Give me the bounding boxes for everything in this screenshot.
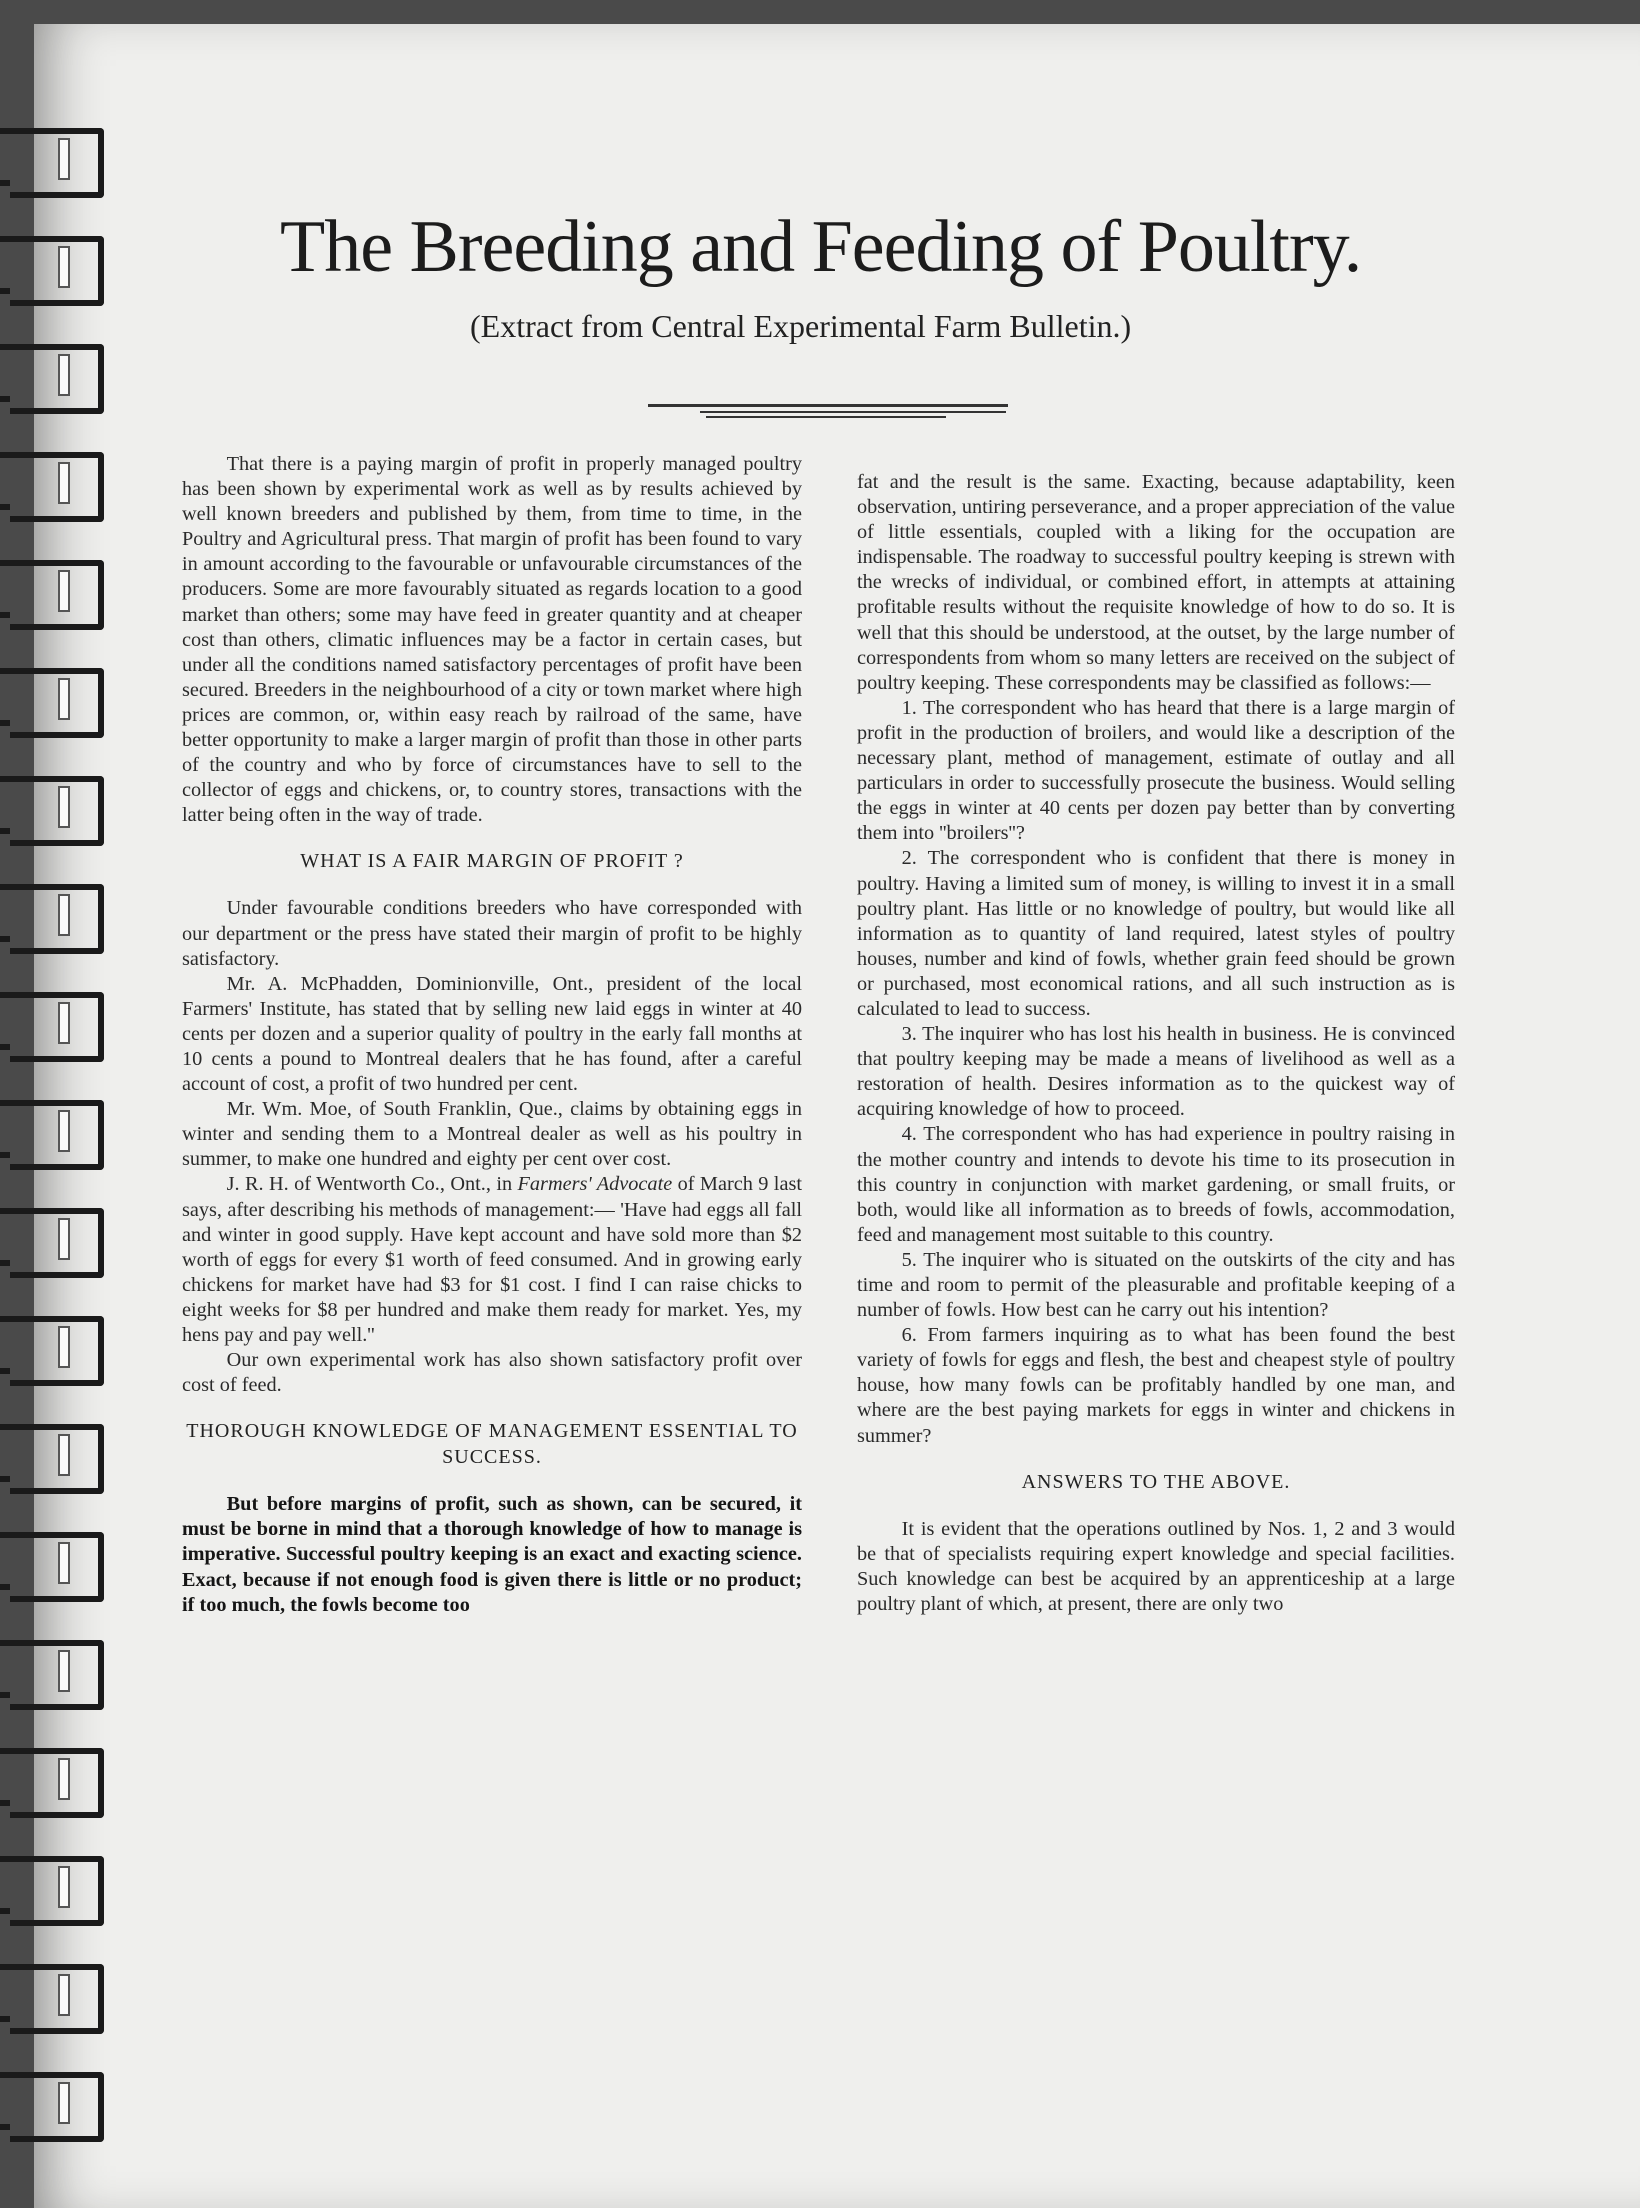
binding-ring [10,236,104,306]
section-heading: WHAT IS A FAIR MARGIN OF PROFIT ? [300,850,684,873]
binding-ring [10,1640,104,1710]
paragraph: Our own experimental work has also shown satisfactory profit over cost of feed. [182,1349,802,1397]
page-subtitle: (Extract from Central Experimental Farm Bulletin.) [470,308,1132,344]
list-item: 2. The correspondent who is confident that there is money in poultry. Having a limited sum of money, is willing to invest it in a small poultry plant. Has little or no knowledge of poultry, but would like all information as to quantity of land required, latest styles of poultry houses, number and kind of fowls, whether grain feed should be grown or purchased, most economical rations, and all such instruction as is calculated to lead to success. [857,847,1455,1020]
binding-ring [10,1856,104,1926]
binding-ring [10,560,104,630]
list-item: 6. From farmers inquiring as to what has been found the best variety of fowls for eggs and flesh, the best and cheapest style of poultry house, how many fowls can be profitably handled by one man, and where are the best paying markets for eggs in winter and chickens in summer? [857,1324,1455,1447]
paragraph: Mr. A. McPhadden, Dominionville, Ont., president of the local Farmers' Institute, has stated that by selling new laid eggs in winter at 40 cents per dozen and a superior quality of poultry in the early fall months at 10 cents a pound to Montreal dealers that he has found, after a careful account of cost, a profit of two hundred per cent. [182,972,802,1096]
paragraph: fat and the result is the same. Exacting, because adaptability, keen observation, untiring perseverance, and a proper appreciation of the value of little essentials, coupled with a liking for the occupation are indispensable. The roadway to successful poultry keeping is strewn with the wrecks of individual, or combined effort, in attempts at attaining profitable results without the requisite knowledge of how to do so. It is well that this should be understood, at the outset, by the large number of correspondents from whom so many letters are received on the subject of poultry keeping. These correspondents may be classified as follows:— [857,471,1455,694]
binding-ring [10,1316,104,1386]
binding-ring [10,992,104,1062]
binding-ring [10,776,104,846]
binding-ring [10,1424,104,1494]
paragraph: It is evident that the operations outlined by Nos. 1, 2 and 3 would be that of specialists requiring expert knowledge and special facilities. Such knowledge can best be acquired by an apprenticeship at a large poultry plant of which, at present, there are only two [857,1517,1455,1615]
list-item: 1. The correspondent who has heard that there is a large margin of profit in the production of broilers, and would like a description of the necessary plant, method of management, estimate of outlay and all particulars in order to successfully prosecute the business. Would selling the eggs in winter at 40 cents per dozen pay better than by converting them into ''broilers''? [857,696,1455,845]
paragraph-text: J. R. H. of Wentworth Co., Ont., in [226,1173,518,1196]
binding-ring [10,1208,104,1278]
binding-ring [10,128,104,198]
binding-ring [10,2072,104,2142]
binding-ring [10,1748,104,1818]
publication-name: Farmers' Advocate [517,1173,673,1196]
section-heading: ANSWERS TO THE ABOVE. [1021,1470,1291,1493]
binding-ring [10,452,104,522]
paragraph: Mr. Wm. Moe, of South Franklin, Que., claims by obtaining eggs in winter and sending them to a Montreal dealer as well as his poultry in summer, to make one hundred and eighty per cent over cost. [182,1098,802,1171]
paragraph: But before margins of profit, such as shown, can be secured, it must be borne in mind that a thorough knowledge of how to manage is imperative. Successful poultry keeping is an exact and exacting science. Exact, because if not enough food is given there is little or no product; if too much, the fowls become too [182,1493,802,1616]
section-heading: THOROUGH KNOWLEDGE OF MANAGEMENT ESSENTIAL TO SUCCESS. [186,1420,798,1469]
title-rule [706,416,946,418]
title-rule [700,411,1006,413]
spiral-binding [0,0,110,2208]
binding-ring [10,344,104,414]
list-item: 4. The correspondent who has had experience in poultry raising in the mother country and intends to devote his time to its prosecution in this country in conjunction with market gardening, or small fruits, or both, would like all information as to breeds of fowls, accommodation, feed and management most suitable to this country. [857,1123,1455,1246]
binding-ring [10,1100,104,1170]
binding-ring [10,884,104,954]
paragraph-text: of March 9 last says, after describing his methods of management:— 'Have had eggs all fall and winter in good supply. Have kept account and have sold more than $2 worth of eggs for every $1 worth of feed consumed. And in growing early chickens for market have had $3 for $1 cost. I find I can raise chicks to eight weeks for $8 per hundred and make them ready for market. Yes, my hens pay and pay well.'' [182,1173,802,1346]
page-title: The Breeding and Feeding of Poultry. [280,206,1362,288]
list-item: 5. The inquirer who is situated on the outskirts of the city and has time and room to permit of the pleasurable and profitable keeping of a number of fowls. How best can he carry out his intention? [857,1248,1455,1322]
paragraph: Under favourable conditions breeders who have corresponded with our department or the press have stated their margin of profit to be highly satisfactory. [182,897,802,970]
title-rule [648,404,1008,407]
paragraph: That there is a paying margin of profit in properly managed poultry has been shown by experimental work as well as by results achieved by well known breeders and published by them, from time to time, in the Poultry and Agricultural press. That margin of profit has been found to vary in amount according to the favourable or unfavourable circumstances of the producers. Some are more favourably situated as regards location to a good market than others; some may have feed in greater quantity and at cheaper cost than others, climatic influences may be a factor in certain cases, but under all the conditions named satisfactory percentages of profit have been secured. Breeders in the neighbourhood of a city or town market where high prices are common, or, within easy reach by railroad of the same, have better opportunity to make a larger margin of profit than those in other parts of the country and who by force of circumstances have to sell to the collector of eggs and chickens, or, to country stores, transactions with the latter being often in the way of trade. [182,453,802,827]
right-column [857,470,1455,1617]
binding-ring [10,1964,104,2034]
list-item: 3. The inquirer who has lost his health in business. He is convinced that poultry keeping may be made a means of livelihood as well as a restoration of health. Desires information as to the quickest way of acquiring knowledge of how to proceed. [857,1023,1455,1121]
binding-ring [10,668,104,738]
paragraph [182,1172,802,1348]
binding-ring [10,1532,104,1602]
left-column [182,452,802,1618]
